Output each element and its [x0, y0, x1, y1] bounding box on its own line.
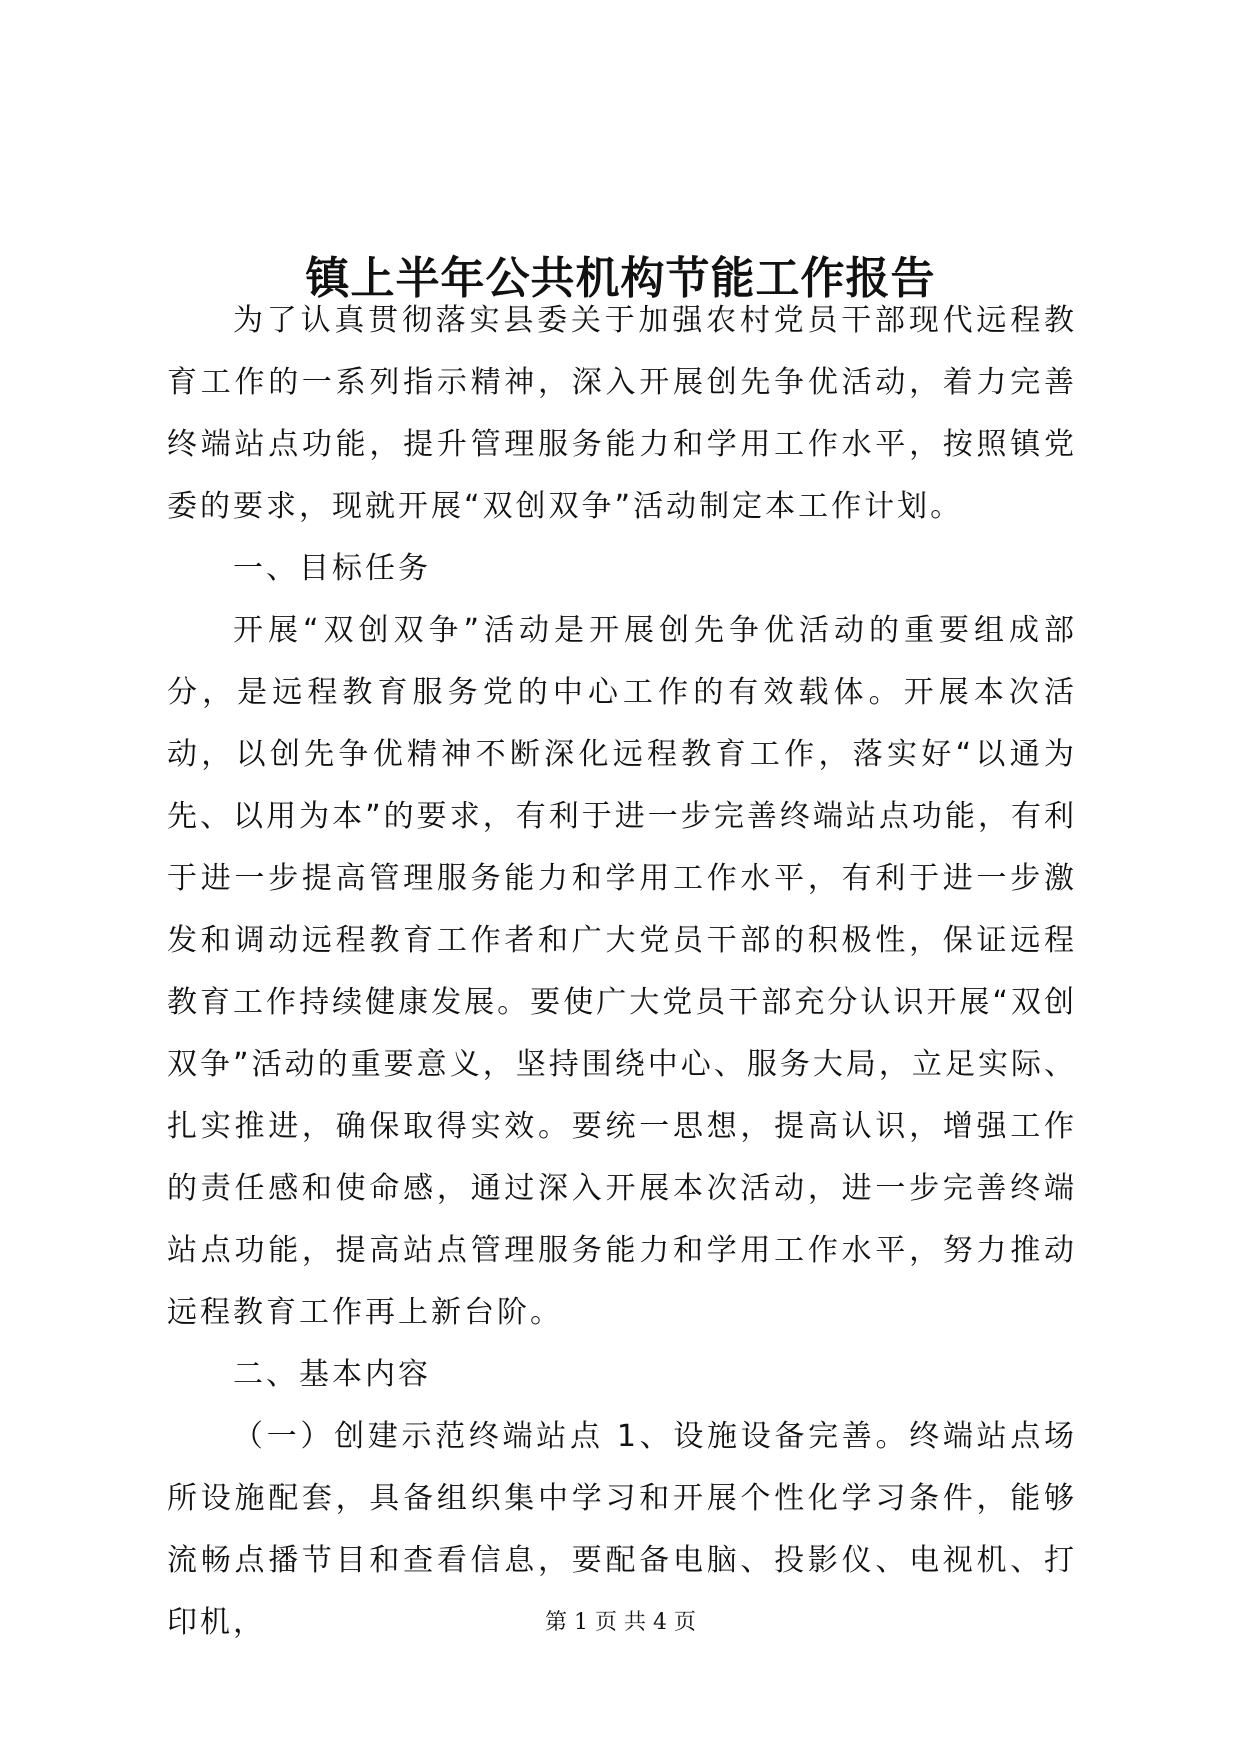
page-footer: 第 1 页 共 4 页	[545, 1610, 696, 1635]
section-heading-content: 二、基本内容	[233, 1357, 431, 1392]
document-title: 镇上半年公共机构节能工作报告	[305, 253, 936, 305]
intro-paragraph: 为了认真贯彻落实县委关于加强农村党员干部现代远程教育工作的一系列指示精神，深入开展创先争优活动，着力完善终端站点功能，提升管理服务能力和学用工作水平，按照镇党委的要求，现就开展“双创双争”活动制定本工作计划。	[167, 303, 1077, 524]
document-body	[167, 290, 1077, 1654]
section-heading-goals: 一、目标任务	[233, 551, 431, 586]
goals-paragraph: 开展“双创双争”活动是开展创先争优活动的重要组成部分，是远程教育服务党的中心工作的有效载体。开展本次活动，以创先争优精神不断深化远程教育工作，落实好“以通为先、以用为本”的要求，有利于进一步完善终端站点功能，有利于进一步提高管理服务能力和学用工作水平，有利于进一步激发和调动远程教育工作者和广大党员干部的积极性，保证远程教育工作持续健康发展。要使广大党员干部充分认识开展“双创双争”活动的重要意义，坚持围绕中心、服务大局，立足实际、扎实推进，确保取得实效。要统一思想，提高认识，增强工作的责任感和使命感，通过深入开展本次活动，进一步完善终端站点功能，提高站点管理服务能力和学用工作水平，努力推动远程教育工作再上新台阶。	[167, 613, 1077, 1330]
content-paragraph: （一）创建示范终端站点 1、设施设备完善。终端站点场所设施配套，具备组织集中学习和开展个性化学习条件，能够流畅点播节目和查看信息，要配备电脑、投影仪、电视机、打印机，	[167, 1419, 1077, 1640]
